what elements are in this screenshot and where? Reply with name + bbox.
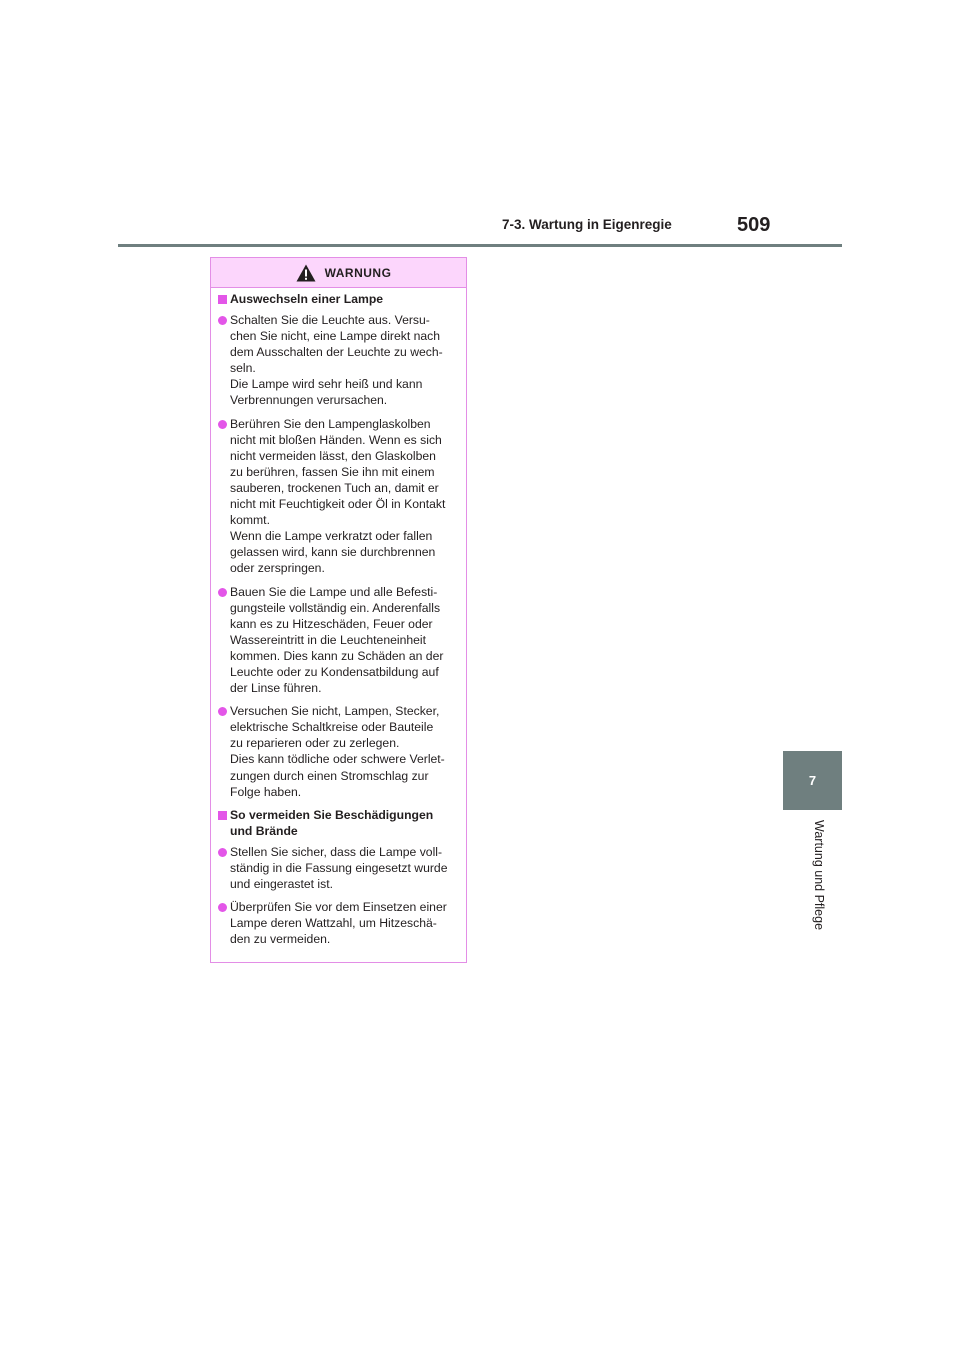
- dot-bullet-icon: [218, 316, 227, 325]
- dot-bullet-icon: [218, 707, 227, 716]
- section-heading: [218, 291, 458, 307]
- dot-bullet-icon: [218, 903, 227, 912]
- warning-triangle-icon: [296, 264, 316, 282]
- chapter-tab: [783, 751, 842, 810]
- warning-box: [210, 257, 467, 963]
- chapter-title: Wartung und Pflege: [812, 820, 826, 931]
- list-item-text: Bauen Sie die Lampe und alle Befesti- gungsteile vollständig ein. Anderenfalls kann es zu Hitzeschäden, Feuer oder Wassereintritt in die Leuchteneinheit kommen. Dies kann zu Schäden an der Leuchte oder zu Kondensatbildung auf der Linse führen.: [230, 584, 444, 696]
- dot-bullet-icon: [218, 588, 227, 597]
- list-item: [218, 899, 458, 947]
- section-heading: [218, 807, 458, 839]
- header-divider: [118, 244, 842, 247]
- chapter-number: 7: [808, 773, 817, 788]
- list-item: [218, 416, 458, 577]
- list-item-text: Stellen Sie sicher, dass die Lampe voll- ständig in die Fassung eingesetzt wurde und eingerastet ist.: [230, 844, 448, 891]
- warning-body: [211, 288, 466, 947]
- list-item-text: Versuchen Sie nicht, Lampen, Stecker, elektrische Schaltkreise oder Bauteile zu reparieren oder zu zerlegen. Dies kann tödliche oder schwere Verlet- zungen durch einen Stromschlag zur Folge haben.: [230, 704, 445, 799]
- section-title: 7-3. Wartung in Eigenregie: [502, 217, 672, 232]
- list-item: [218, 312, 458, 409]
- dot-bullet-icon: [218, 848, 227, 857]
- list-item: [218, 844, 458, 892]
- warning-title: WARNUNG: [324, 265, 392, 280]
- section-heading-text: Auswechseln einer Lampe: [230, 292, 384, 306]
- square-bullet-icon: [218, 811, 227, 820]
- square-bullet-icon: [218, 295, 227, 304]
- dot-bullet-icon: [218, 420, 227, 429]
- list-item: [218, 584, 458, 697]
- list-item-text: Überprüfen Sie vor dem Einsetzen einer Lampe deren Wattzahl, um Hitzeschä- den zu vermeiden.: [230, 900, 447, 947]
- list-item-text: Schalten Sie die Leuchte aus. Versu- chen Sie nicht, eine Lampe direkt nach dem Ausschalten der Leuchte zu wech- seln. Die Lampe wird sehr heiß und kann Verbrennungen verursachen.: [230, 313, 443, 408]
- section-heading-text: So vermeiden Sie Beschädigungen und Brände: [230, 807, 434, 838]
- warning-header: [211, 258, 466, 288]
- list-item: [218, 703, 458, 800]
- page-number: 509: [737, 214, 771, 236]
- list-item-text: Berühren Sie den Lampenglaskolben nicht mit bloßen Händen. Wenn es sich nicht vermeiden lässt, den Glaskolben zu berühren, fassen Sie ihn mit einem sauberen, trockenen Tuch an, damit er nicht mit Feuchtigkeit oder Öl in Kontakt kommt. Wenn die Lampe verkratzt oder fallen gelassen wird, kann sie durchbrennen oder zerspringen.: [230, 416, 446, 576]
